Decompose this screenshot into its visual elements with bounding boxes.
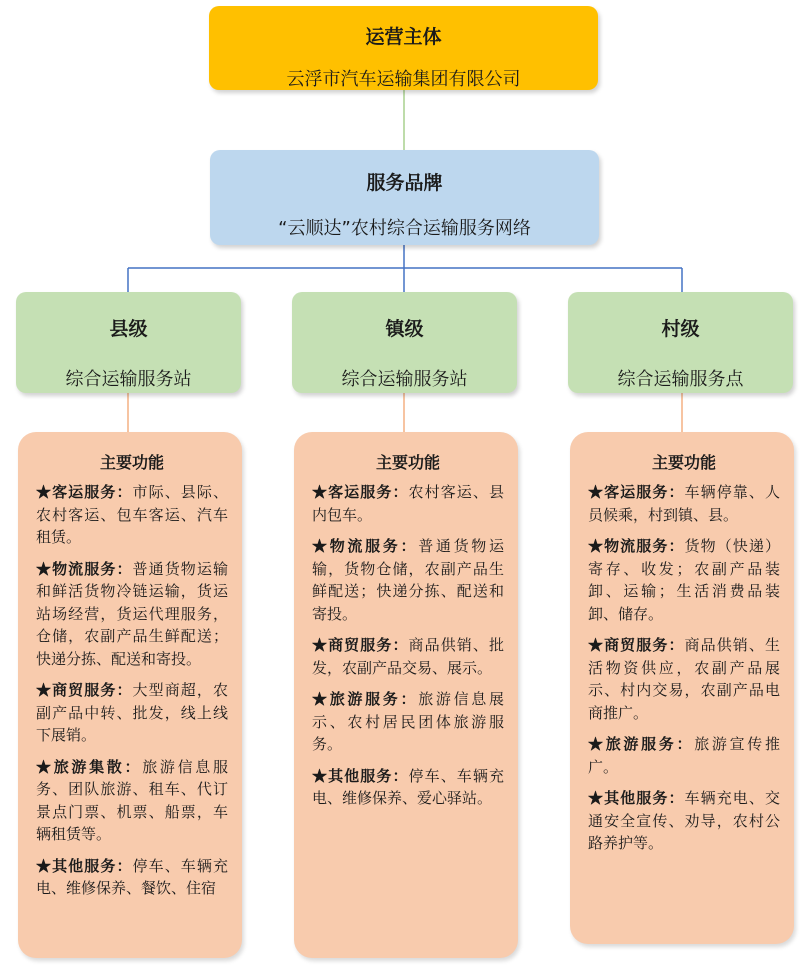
town-service-item (312, 535, 504, 625)
county-function-box (18, 432, 242, 958)
county-service-item (36, 679, 228, 747)
village-level-title: 村级 (661, 318, 700, 340)
village-service-item (588, 481, 780, 526)
town-station-name: 综合运输服务站 (341, 369, 468, 390)
service-text: 停车、车辆充电、维修保养、餐饮、住宿 (36, 856, 228, 897)
service-text: 旅游宣传推广。 (588, 735, 780, 776)
service-label: ★物流服务： (312, 537, 419, 555)
town-function-title: 主要功能 (375, 453, 440, 472)
county-level-title: 县级 (109, 318, 148, 340)
service-label: ★商贸服务： (36, 681, 133, 699)
service-text: 普通货物运输，货物仓储，农副产品生鲜配送；快递分拣、配送和寄投。 (312, 537, 504, 623)
service-text: 车辆停靠、人员候乘，村到镇、县。 (588, 483, 780, 524)
service-text: 旅游信息展示、农村居民团体旅游服务。 (312, 690, 504, 753)
service-label: ★物流服务： (36, 559, 133, 578)
service-text: 商品供销、批发，农副产品交易、展示。 (312, 636, 504, 677)
service-label: ★客运服务： (588, 483, 685, 501)
service-text: 农村客运、县内包车。 (312, 483, 504, 524)
county-service-item (36, 855, 228, 900)
service-text: 商品供销、生活物资供应，农副产品展示、村内交易，农副产品电商推广。 (588, 636, 780, 722)
town-service-item (312, 688, 504, 756)
village-station-name: 综合运输服务点 (617, 369, 744, 390)
service-text: 停车、车辆充电、维修保养、爱心驿站。 (312, 766, 504, 807)
service-label: ★客运服务： (36, 483, 133, 501)
service-label: ★商贸服务： (588, 636, 685, 654)
town-service-item (312, 765, 504, 810)
service-text: 市际、县际、农村客运、包车客运、汽车租赁。 (36, 483, 228, 546)
town-service-item (312, 481, 504, 526)
service-label: ★旅游服务： (312, 690, 419, 708)
county-station-name: 综合运输服务站 (65, 369, 192, 390)
service-text: 车辆充电、交通安全宣传、劝导，农村公路养护等。 (588, 789, 780, 852)
county-service-item (36, 558, 228, 671)
service-label: ★其他服务： (588, 789, 685, 807)
service-label: ★客运服务： (312, 483, 409, 501)
brand-name: “云顺达”农村综合运输服务网络 (278, 218, 531, 239)
service-text: 旅游信息服务、团队旅游、租车、代订景点门票、机票、船票，车辆租赁等。 (36, 757, 228, 843)
service-label: ★物流服务： (588, 537, 685, 555)
operator-box (209, 6, 598, 90)
town-function-box (294, 432, 518, 958)
service-label: ★其他服务： (312, 766, 409, 785)
village-function-box (570, 432, 794, 944)
county-level-box (16, 292, 241, 393)
town-service-item (312, 634, 504, 679)
village-function-title: 主要功能 (651, 453, 716, 472)
service-label: ★旅游服务： (588, 735, 695, 753)
county-service-item (36, 756, 228, 846)
village-level-box (568, 292, 793, 393)
operator-name: 云浮市汽车运输集团有限公司 (286, 69, 521, 90)
county-function-title: 主要功能 (99, 453, 164, 472)
town-level-box (292, 292, 517, 393)
operator-title: 运营主体 (365, 26, 442, 48)
village-service-item (588, 733, 780, 778)
service-label: ★商贸服务： (312, 636, 409, 654)
service-text: 普通货物运输和鲜活货物冷链运输，货运站场经营，货运代理服务，仓储，农副产品生鲜配送；快递分拣、配送和寄投。 (36, 559, 228, 668)
brand-title: 服务品牌 (366, 172, 443, 194)
service-label: ★其他服务： (36, 856, 133, 875)
brand-box (210, 150, 599, 245)
county-service-item (36, 481, 228, 549)
service-label: ★旅游集散： (36, 757, 143, 776)
village-service-item (588, 787, 780, 855)
service-text: 货物（快递）寄存、收发；农副产品装卸、运输；生活消费品装卸、储存。 (588, 537, 780, 623)
town-level-title: 镇级 (385, 318, 424, 340)
village-service-item (588, 634, 780, 724)
village-service-item (588, 535, 780, 625)
service-text: 大型商超，农副产品中转、批发，线上线下展销。 (36, 681, 228, 744)
